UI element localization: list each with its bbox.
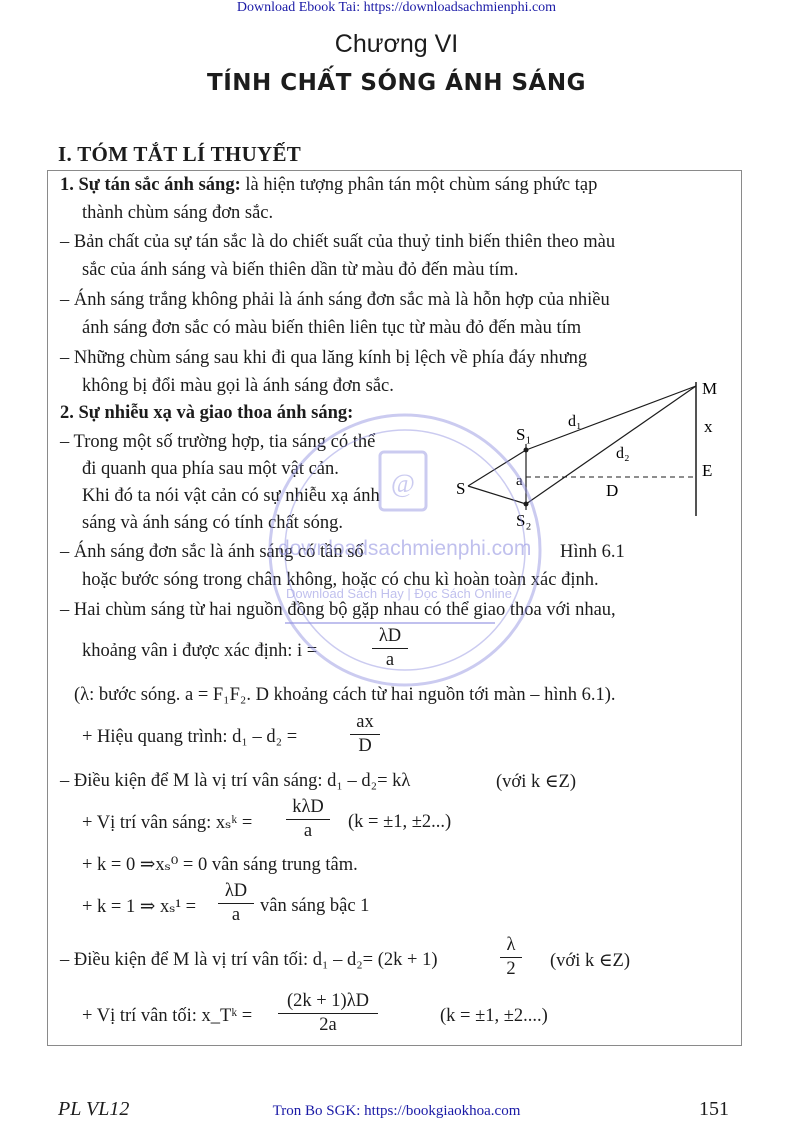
- fraction-bar: [278, 1013, 378, 1014]
- text-line: – Điều kiện để M là vị trí vân sáng: d₁ – d₂= kλ: [60, 771, 411, 791]
- text-line: không bị đổi màu gọi là ánh sáng đơn sắc.: [82, 376, 394, 396]
- text-line: hoặc bước sóng trong chân không, hoặc có chu kì hoàn toàn xác định.: [82, 570, 599, 590]
- text-line: (λ: bước sóng. a = F₁F₂. D khoảng cách từ hai nguồn tới màn – hình 6.1).: [74, 685, 616, 705]
- text-span: là hiện tượng phân tán một chùm sáng phức tạp: [240, 175, 598, 195]
- footer-link[interactable]: Tron Bo SGK: https://bookgiaokhoa.com: [272, 1103, 521, 1119]
- watermark-site: downloadsachmienphi.com: [278, 537, 532, 560]
- text-line: – Ánh sáng đơn sắc là ánh sáng có tần số: [60, 542, 364, 562]
- fraction-half-lambda: [500, 935, 522, 980]
- fraction-denominator: D: [358, 736, 372, 756]
- fraction-numerator: (2k + 1)λD: [286, 991, 370, 1011]
- fraction-denominator: a: [303, 821, 313, 841]
- fraction-numerator: λ: [506, 935, 516, 955]
- fraction-numerator: λD: [378, 626, 402, 646]
- label-E: E: [702, 461, 713, 480]
- text-line: – Bản chất của sự tán sắc là do chiết suất của thuỷ tinh biến thiên theo màu: [60, 232, 616, 252]
- svg-text:@: @: [391, 469, 415, 498]
- text-line: sáng và ánh sáng có tính chất sóng.: [82, 513, 343, 533]
- fraction-first-order: [218, 881, 254, 926]
- text-line: + k = 1 ⇒ xₛ¹ =: [82, 897, 197, 917]
- top-download-link[interactable]: Download Ebook Tai: https://downloadsachmienphi.com: [236, 0, 557, 15]
- text-line: đi quanh qua phía sau một vật cản.: [82, 459, 339, 479]
- page-number: 151: [699, 1098, 729, 1120]
- label-D: D: [606, 481, 619, 500]
- fraction-bar: [218, 903, 254, 904]
- text-line: – Những chùm sáng sau khi đi qua lăng kính bị lệch về phía đáy nhưng: [60, 348, 588, 368]
- text-line: sắc của ánh sáng và biến thiên dần từ màu đỏ đến màu tím.: [82, 260, 519, 280]
- text-line: khoảng vân i được xác định: i =: [82, 641, 318, 661]
- fraction-bar: [350, 734, 380, 735]
- text-line: (với k ∈Z): [550, 951, 630, 971]
- text-line: + Vị trí vân sáng: xₛᵏ =: [82, 813, 253, 833]
- footer-book-code: PL VL12: [58, 1098, 130, 1120]
- text-line: – Ánh sáng trắng không phải là ánh sáng đơn sắc mà là hỗn hợp của nhiều: [60, 290, 610, 310]
- text-line: – Trong một số trường hợp, tia sáng có thể: [60, 432, 376, 452]
- chapter-label: Chương VI: [334, 30, 459, 58]
- label-S2: S₂: [516, 511, 532, 530]
- label-a: a: [516, 473, 523, 489]
- text-line: + Vị trí vân tối: x_Tᵏ =: [82, 1006, 253, 1026]
- text-line: (k = ±1, ±2....): [440, 1006, 548, 1026]
- text-line: ánh sáng đơn sắc có màu biến thiên liên tục từ màu đỏ đến màu tím: [82, 318, 582, 338]
- fraction-denominator: a: [231, 905, 241, 925]
- label-S1: S₁: [516, 425, 532, 444]
- fraction-denominator: 2: [506, 959, 516, 979]
- label-x: x: [704, 417, 713, 436]
- fraction-dark-position: [278, 991, 378, 1036]
- chapter-title: TÍNH CHẤT SÓNG ÁNH SÁNG: [207, 70, 586, 96]
- text-line: (với k ∈Z): [496, 772, 576, 792]
- text-line: – Hai chùm sáng từ hai nguồn đồng bộ gặp nhau có thể giao thoa với nhau,: [60, 600, 616, 620]
- paragraph-heading: 2. Sự nhiễu xạ và giao thoa ánh sáng:: [60, 403, 354, 423]
- watermark-tagline: Download Sách Hay | Đọc Sách Online: [286, 586, 512, 601]
- label-M: M: [702, 379, 718, 398]
- section-heading: I. TÓM TẮT LÍ THUYẾT: [58, 142, 302, 166]
- label-d2: d₂: [616, 445, 630, 462]
- watermark-underline: [285, 622, 495, 624]
- fraction-numerator: ax: [356, 712, 374, 732]
- text-line: + Hiệu quang trình: d₁ – d₂ =: [82, 727, 298, 747]
- figure-caption: Hình 6.1: [560, 542, 625, 562]
- label-S: S: [456, 479, 466, 498]
- text-line: (k = ±1, ±2...): [348, 812, 452, 832]
- text-line: thành chùm sáng đơn sắc.: [82, 203, 274, 223]
- fraction-bright-position: [286, 797, 330, 842]
- fraction-path-difference: [350, 712, 380, 757]
- text-line: Khi đó ta nói vật cản có sự nhiễu xạ ánh: [82, 486, 380, 506]
- paragraph-heading: 1. Sự tán sắc ánh sáng:: [60, 175, 241, 195]
- text-line: + k = 0 ⇒xₛ⁰ = 0 vân sáng trung tâm.: [82, 855, 358, 875]
- label-d1: d₁: [568, 413, 582, 430]
- fraction-numerator: λD: [224, 881, 248, 901]
- text-line: – Điều kiện để M là vị trí vân tối: d₁ – d₂= (2k + 1): [60, 950, 438, 970]
- fraction-bar: [500, 957, 522, 958]
- fraction-denominator: 2a: [319, 1015, 337, 1035]
- text-line: vân sáng bậc 1: [260, 896, 370, 916]
- text-line: [60, 175, 597, 196]
- fraction-bar: [286, 819, 330, 820]
- fraction-numerator: kλD: [292, 797, 324, 817]
- fraction-denominator: a: [385, 650, 395, 670]
